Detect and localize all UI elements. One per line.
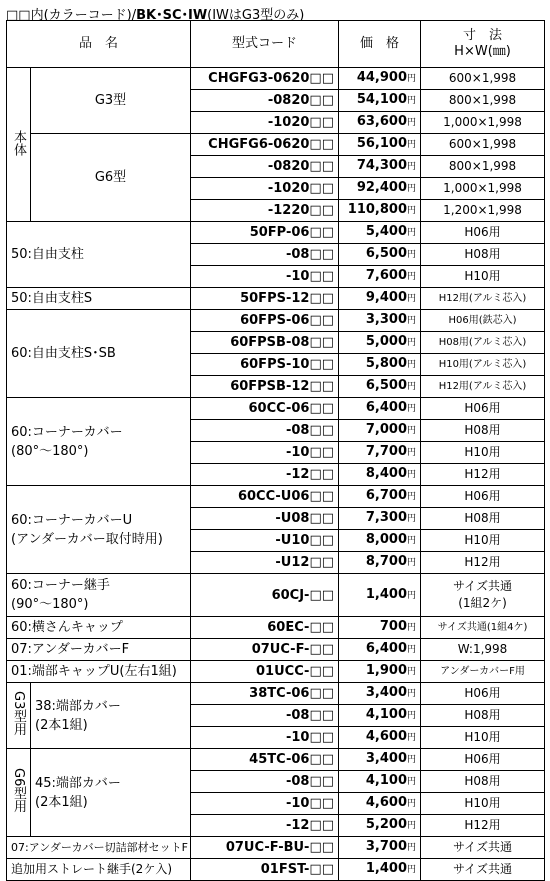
table-row: [7, 574, 545, 617]
category-g3-use: [7, 683, 31, 749]
yen-unit: 円: [407, 404, 417, 414]
price-value: 6,500: [365, 246, 407, 261]
size-cell: H08用: [421, 420, 545, 442]
header-price: 価 格: [339, 21, 421, 68]
price-value: 5,400: [365, 224, 407, 239]
code-cell: 50FPS-12□□: [191, 288, 339, 310]
size-cell: アンダーカバーF用: [421, 661, 545, 683]
item-g3-end-cover: [31, 683, 191, 749]
size-cell: H08用: [421, 771, 545, 793]
yen-unit: 円: [407, 316, 417, 326]
category-g6-use: [7, 749, 31, 837]
size-cell: H08用: [421, 705, 545, 727]
size-cell: H10用: [421, 266, 545, 288]
yen-unit: 円: [407, 536, 417, 546]
yen-unit: 円: [407, 184, 417, 194]
price-value: 5,800: [365, 356, 407, 371]
price-cell: [339, 639, 421, 661]
header-code: 型式コード: [191, 21, 339, 68]
item-under-cover: 07:アンダーカバーF: [7, 639, 191, 661]
yen-unit: 円: [407, 272, 417, 282]
yen-unit: 円: [407, 338, 417, 348]
price-value: 6,700: [365, 488, 407, 503]
price-value: 8,400: [365, 466, 407, 481]
code-cell: -0820□□: [191, 90, 339, 112]
category-g6-use-text: G6型用: [11, 768, 26, 813]
price-value: 1,900: [365, 663, 407, 678]
note-suffix: (IWはG3型のみ): [207, 8, 305, 23]
price-cell: [339, 705, 421, 727]
code-cell: 60FPS-10□□: [191, 354, 339, 376]
price-value: 8,000: [365, 532, 407, 547]
category-honbody: [7, 68, 31, 222]
table-row: [7, 749, 545, 771]
category-honbody-text: 本体: [11, 129, 26, 156]
yen-unit: 円: [407, 228, 417, 238]
price-table: [6, 20, 545, 881]
yen-unit: 円: [407, 623, 417, 633]
price-value: 3,400: [365, 685, 407, 700]
yen-unit: 円: [407, 448, 417, 458]
price-cell: [339, 464, 421, 486]
table-row: [7, 68, 545, 90]
yen-unit: 円: [407, 360, 417, 370]
code-cell: 50FP-06□□: [191, 222, 339, 244]
size-cell: H08用(アルミ芯入): [421, 332, 545, 354]
code-cell: -U08□□: [191, 508, 339, 530]
joint-size-line1: サイズ共通: [452, 579, 513, 593]
price-cell: [339, 266, 421, 288]
price-value: 4,600: [365, 729, 407, 744]
corner-label-line1: 60:コーナーカバー: [11, 424, 123, 440]
g3end-label-line1: 38:端部カバー: [35, 698, 121, 714]
price-value: 7,000: [365, 422, 407, 437]
item-cap: 60:横さんキャップ: [7, 617, 191, 639]
price-cell: [339, 749, 421, 771]
header-size: [421, 21, 545, 68]
price-cell: [339, 222, 421, 244]
code-cell: CHGFG6-0620□□: [191, 134, 339, 156]
price-value: 4,600: [365, 795, 407, 810]
price-cell: [339, 530, 421, 552]
item-free-post-50: 50:自由支柱: [7, 222, 191, 288]
size-cell: H10用: [421, 442, 545, 464]
table-row: [7, 310, 545, 332]
code-cell: 01FST-□□: [191, 859, 339, 881]
item-under-cover-cut-set: 07:アンダーカバー切詰部材セットF: [7, 837, 191, 859]
price-value: 700: [379, 619, 407, 634]
table-row: [7, 222, 545, 244]
price-value: 4,100: [365, 707, 407, 722]
price-cell: [339, 661, 421, 683]
size-cell: H08用: [421, 244, 545, 266]
item-end-cap: 01:端部キャップU(左右1組): [7, 661, 191, 683]
header-size-line2: H×W(㎜): [454, 44, 511, 59]
code-cell: -08□□: [191, 705, 339, 727]
code-cell: -U10□□: [191, 530, 339, 552]
yen-unit: 円: [407, 250, 417, 260]
yen-unit: 円: [407, 492, 417, 502]
note-prefix: □□内(カラーコード)/: [6, 8, 137, 23]
size-cell: H08用: [421, 508, 545, 530]
g6end-label-line2: (2本1組): [35, 794, 88, 810]
item-corner-cover-u: [7, 486, 191, 574]
yen-unit: 円: [407, 645, 417, 655]
yen-unit: 円: [407, 426, 417, 436]
joint-size-line2: (1組2ケ): [458, 596, 507, 610]
corner-u-label-line2: (アンダーカバー取付時用): [11, 531, 163, 547]
size-cell: H12用: [421, 552, 545, 574]
price-value: 74,300: [356, 158, 407, 173]
price-value: 6,400: [365, 400, 407, 415]
price-value: 1,400: [365, 861, 407, 876]
yen-unit: 円: [407, 590, 417, 601]
size-cell: 1,000×1,998: [421, 112, 545, 134]
price-value: 7,600: [365, 268, 407, 283]
yen-unit: 円: [407, 74, 417, 84]
yen-unit: 円: [407, 162, 417, 172]
price-value: 5,200: [365, 817, 407, 832]
code-cell: 07UC-F-BU-□□: [191, 837, 339, 859]
price-cell: [339, 244, 421, 266]
code-cell: 38TC-06□□: [191, 683, 339, 705]
category-g3-use-text: G3型用: [11, 691, 26, 736]
series-g3: G3型: [31, 68, 191, 134]
table-row: [7, 837, 545, 859]
code-cell: -08□□: [191, 420, 339, 442]
item-free-post-50s: 50:自由支柱S: [7, 288, 191, 310]
price-cell: [339, 178, 421, 200]
code-cell: -1020□□: [191, 112, 339, 134]
size-cell: 600×1,998: [421, 68, 545, 90]
size-cell: 1,000×1,998: [421, 178, 545, 200]
code-cell: -0820□□: [191, 156, 339, 178]
code-cell: -1020□□: [191, 178, 339, 200]
yen-unit: 円: [407, 667, 417, 677]
table-row: [7, 661, 545, 683]
price-cell: [339, 683, 421, 705]
code-cell: -08□□: [191, 244, 339, 266]
price-value: 3,300: [365, 312, 407, 327]
size-cell: H06用: [421, 398, 545, 420]
size-cell: 800×1,998: [421, 156, 545, 178]
code-cell: -10□□: [191, 793, 339, 815]
price-cell: [339, 310, 421, 332]
price-value: 4,100: [365, 773, 407, 788]
price-value: 92,400: [356, 180, 407, 195]
item-g6-end-cover: [31, 749, 191, 837]
price-cell: [339, 156, 421, 178]
code-cell: -U12□□: [191, 552, 339, 574]
item-corner-cover: [7, 398, 191, 486]
table-row: [7, 683, 545, 705]
code-cell: 60FPSB-12□□: [191, 376, 339, 398]
yen-unit: 円: [407, 206, 417, 216]
code-cell: -1220□□: [191, 200, 339, 222]
price-cell: [339, 486, 421, 508]
price-value: 7,700: [365, 444, 407, 459]
size-cell: H12用: [421, 464, 545, 486]
price-cell: [339, 508, 421, 530]
code-cell: 60FPS-06□□: [191, 310, 339, 332]
price-cell: [339, 288, 421, 310]
table-row: [7, 859, 545, 881]
price-value: 6,400: [365, 641, 407, 656]
size-cell: H12用: [421, 815, 545, 837]
yen-unit: 円: [407, 118, 417, 128]
price-cell: [339, 112, 421, 134]
size-cell: [421, 574, 545, 617]
code-cell: -12□□: [191, 815, 339, 837]
price-value: 8,700: [365, 554, 407, 569]
price-value: 7,300: [365, 510, 407, 525]
yen-unit: 円: [407, 865, 417, 875]
yen-unit: 円: [407, 733, 417, 743]
yen-unit: 円: [407, 689, 417, 699]
code-cell: 60CJ-□□: [191, 574, 339, 617]
price-cell: [339, 134, 421, 156]
size-cell: サイズ共通: [421, 837, 545, 859]
price-cell: [339, 793, 421, 815]
yen-unit: 円: [407, 140, 417, 150]
code-cell: -10□□: [191, 266, 339, 288]
series-g6: G6型: [31, 134, 191, 222]
price-value: 63,600: [356, 114, 407, 129]
yen-unit: 円: [407, 799, 417, 809]
price-cell: [339, 332, 421, 354]
header-size-line1: 寸 法: [463, 28, 503, 43]
code-cell: CHGFG3-0620□□: [191, 68, 339, 90]
price-value: 3,400: [365, 751, 407, 766]
yen-unit: 円: [407, 96, 417, 106]
price-value: 6,500: [365, 378, 407, 393]
price-value: 3,700: [365, 839, 407, 854]
code-cell: 07UC-F-□□: [191, 639, 339, 661]
yen-unit: 円: [407, 294, 417, 304]
price-value: 56,100: [356, 136, 407, 151]
size-cell: 600×1,998: [421, 134, 545, 156]
price-cell: [339, 442, 421, 464]
code-cell: 01UCC-□□: [191, 661, 339, 683]
yen-unit: 円: [407, 821, 417, 831]
code-cell: 60FPSB-08□□: [191, 332, 339, 354]
price-value: 1,400: [365, 586, 407, 602]
size-cell: H12用(アルミ芯入): [421, 376, 545, 398]
price-cell: [339, 398, 421, 420]
price-cell: [339, 90, 421, 112]
size-cell: サイズ共通(1組4ケ): [421, 617, 545, 639]
price-cell: [339, 552, 421, 574]
yen-unit: 円: [407, 843, 417, 853]
table-row: [7, 639, 545, 661]
item-corner-joint: [7, 574, 191, 617]
size-cell: H10用(アルミ芯入): [421, 354, 545, 376]
price-cell: [339, 837, 421, 859]
code-cell: -10□□: [191, 727, 339, 749]
g3end-label-line2: (2本1組): [35, 717, 88, 733]
g6end-label-line1: 45:端部カバー: [35, 775, 121, 791]
price-value: 5,000: [365, 334, 407, 349]
price-value: 9,400: [365, 290, 407, 305]
size-cell: H10用: [421, 793, 545, 815]
size-cell: H12用(アルミ芯入): [421, 288, 545, 310]
size-cell: H06用: [421, 749, 545, 771]
size-cell: H06用(鉄芯入): [421, 310, 545, 332]
size-cell: サイズ共通: [421, 859, 545, 881]
joint-label-line1: 60:コーナー継手: [11, 578, 110, 593]
size-cell: 1,200×1,998: [421, 200, 545, 222]
price-cell: [339, 376, 421, 398]
note-colors: BK･SC･IW: [136, 8, 208, 23]
yen-unit: 円: [407, 558, 417, 568]
code-cell: -12□□: [191, 464, 339, 486]
yen-unit: 円: [407, 711, 417, 721]
table-row: [7, 288, 545, 310]
size-cell: H10用: [421, 727, 545, 749]
item-straight-joint: 追加用ストレート継手(2ケ入): [7, 859, 191, 881]
code-cell: -10□□: [191, 442, 339, 464]
corner-u-label-line1: 60:コーナーカバーU: [11, 512, 133, 528]
code-cell: 60CC-06□□: [191, 398, 339, 420]
code-cell: 60CC-U06□□: [191, 486, 339, 508]
yen-unit: 円: [407, 777, 417, 787]
header-name: 品 名: [7, 21, 191, 68]
table-header: [7, 21, 545, 68]
price-cell: [339, 727, 421, 749]
table-row: [7, 617, 545, 639]
code-cell: -08□□: [191, 771, 339, 793]
table-row: [7, 398, 545, 420]
table-row: [7, 134, 545, 156]
yen-unit: 円: [407, 470, 417, 480]
size-cell: H10用: [421, 530, 545, 552]
price-cell: [339, 420, 421, 442]
price-cell: [339, 815, 421, 837]
price-value: 54,100: [356, 92, 407, 107]
price-value: 44,900: [356, 70, 407, 85]
code-cell: 60EC-□□: [191, 617, 339, 639]
item-free-post-60: 60:自由支柱S･SB: [7, 310, 191, 398]
price-cell: [339, 771, 421, 793]
price-cell: [339, 68, 421, 90]
size-cell: H06用: [421, 683, 545, 705]
size-cell: W:1,998: [421, 639, 545, 661]
joint-label-line2: (90°～180°): [11, 597, 89, 612]
price-cell: [339, 200, 421, 222]
yen-unit: 円: [407, 382, 417, 392]
price-cell: [339, 354, 421, 376]
yen-unit: 円: [407, 755, 417, 765]
price-cell: [339, 859, 421, 881]
price-cell: [339, 574, 421, 617]
corner-label-line2: (80°～180°): [11, 443, 89, 459]
size-cell: H06用: [421, 486, 545, 508]
size-cell: 800×1,998: [421, 90, 545, 112]
table-row: [7, 486, 545, 508]
price-cell: [339, 617, 421, 639]
size-cell: H06用: [421, 222, 545, 244]
price-value: 110,800: [347, 202, 407, 217]
code-cell: 45TC-06□□: [191, 749, 339, 771]
yen-unit: 円: [407, 514, 417, 524]
